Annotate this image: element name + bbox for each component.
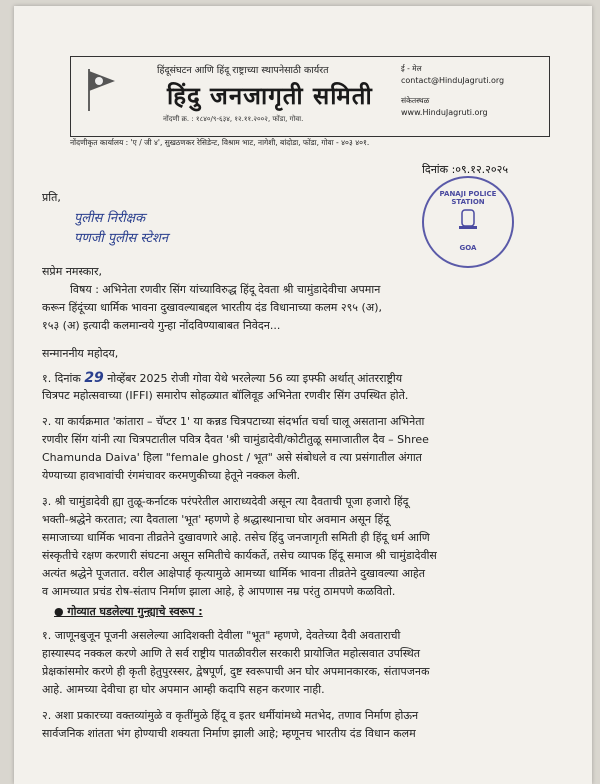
- email-label: ई - मेल: [401, 64, 422, 73]
- salutation: सन्माननीय महोदय,: [42, 347, 119, 360]
- crime1-line-2: हास्यास्पद नक्कल करणे आणि ते सर्व राष्ट्रीय पातळीवरील सरकारी प्रायोजित महोत्सवात उपस्थित: [42, 647, 421, 660]
- police-station-stamp: [422, 176, 514, 268]
- para3-line-6: व आमच्यात प्रचंड रोष-संताप निर्माण झाला आहे, हे आपणास नम्र परंतु ठामपणे कळवितो.: [42, 585, 396, 598]
- stamp-top-text: PANAJI POLICE STATION: [439, 190, 497, 206]
- website-link[interactable]: www.HinduJagruti.org: [401, 108, 488, 117]
- crime2-line-1: २. अशा प्रकारच्या वक्तव्यांमुळे व कृतींमुळे हिंदू व इतर धर्मीयांमध्ये मतभेद, तणाव निर्माण होऊन: [42, 709, 419, 722]
- email-link[interactable]: contact@HinduJagruti.org: [401, 76, 505, 85]
- para1-day: 29: [84, 370, 104, 386]
- section-title: ● गोव्यात घडलेल्या गुन्ह्याचे स्वरूप :: [54, 605, 203, 618]
- recipient-line-2: पणजी पुलीस स्टेशन: [74, 231, 169, 246]
- contact-block: [401, 63, 504, 119]
- saffron-flag-logo-icon: [81, 65, 119, 113]
- org-tagline: हिंदूसंघटन आणि हिंदू राष्ट्राच्या स्थापनेसाठी कार्यरत: [157, 65, 329, 76]
- crime1-line-1: १. जाणूनबुजून पूजनी असलेल्या आदिशक्ती देवीला "भूत" म्हणणे, देवतेच्या दैवी अवताराची: [42, 629, 401, 642]
- letter-page: [14, 6, 592, 784]
- para2-line-4: येण्याच्या हावभावांची रंगमंचावर करमणुकीच्या हेतूने नक्कल केली.: [42, 469, 301, 482]
- para2-line-2: रणवीर सिंग यांनी त्या चित्रपटातील पवित्र दैवत 'श्री चामुंडादेवी/कोटीतुळू समाजातील दैव – Shree: [42, 433, 429, 446]
- emblem-icon: [456, 206, 480, 232]
- letter-date: दिनांक :०९.१२.२०२५: [422, 163, 509, 176]
- subject-line-1: विषय : अभिनेता रणवीर सिंग यांच्याविरुद्ध हिंदू देवता श्री चामुंडादेवीचा अपमान: [70, 283, 381, 296]
- recipient-line-1: पुलीस निरीक्षक: [74, 211, 146, 226]
- para3-line-5: अत्यंत श्रद्धेने पूजतात. वरील आक्षेपार्ह कृत्यामुळे आमच्या धार्मिक भावना तीव्रतेने दुखावल्या आहेत: [42, 567, 426, 580]
- para2-line-1: २. या कार्यक्रमात 'कांतारा – चॅप्टर 1' या कन्नड चित्रपटाच्या संदर्भात चर्चा चालू असताना अभिनेता: [42, 415, 425, 428]
- para2-line-3: Chamunda Daiva' हिला "female ghost / भूत" असे संबोधले व त्या प्रसंगातील अंगात: [42, 451, 422, 464]
- org-registration: नोंदणी क्र. : १८४०/९-६३४, १२.११.२००२, फोंडा, गोवा.: [163, 115, 304, 123]
- para3-line-2: भक्ती-श्रद्धेने करतात; त्या दैवताला 'भूत' म्हणणे हे श्रद्धास्थानाचा घोर अवमान असून हिंदू: [42, 513, 390, 526]
- crime2-line-2: सार्वजनिक शांतता भंग होण्याची शक्यता निर्माण झाली आहे; म्हणूनच भारतीय दंड विधान कलम: [42, 727, 416, 740]
- para1-line-2: चित्रपट महोत्सवाच्या (IFFI) समारोप सोहळ्यात बॉलिवूड अभिनेता रणवीर सिंग उपस्थित होते.: [42, 389, 409, 402]
- subject-line-2: करून हिंदूंच्या धार्मिक भावना दुखावल्याबद्दल भारतीय दंड विधानाच्या कलम २९५ (अ),: [42, 301, 382, 314]
- org-name: हिंदु जनजागृती समिती: [167, 82, 373, 110]
- para1-prefix: १. दिनांक: [42, 372, 81, 385]
- para3-line-1: ३. श्री चामुंडादेवी ह्या तुळू-कर्नाटक परंपरेतील आराध्यदेवी असून त्या दैवताची पूजा हजारो हिंदू: [42, 495, 409, 508]
- crime1-line-4: आहे. आमच्या देवीचा हा घोर अपमान आम्ही कदापि सहन करणार नाही.: [42, 683, 325, 696]
- subject-line-3: १५३ (अ) इत्यादी कलमान्वये गुन्हा नोंदविण्याबाबत निवेदन...: [42, 319, 281, 332]
- website-label: संकेतस्थळ: [401, 96, 430, 105]
- para1-line-1: [42, 370, 402, 386]
- stamp-bottom-text: GOA: [459, 244, 477, 252]
- crime1-line-3: प्रेक्षकांसमोर करणे ही कृती हेतुपुरस्सर, द्वेषपूर्ण, दुष्ट स्वरूपाची अन घोर अपमानकारक, संतापजनक: [42, 665, 430, 678]
- para3-line-3: समाजाच्या धार्मिक भावना तीव्रतेने दुखावणारे आहे. तसेच हिंदु जनजागृती समिती ही हिंदू धर्म आणि: [42, 531, 430, 544]
- para3-line-4: संस्कृतीचे रक्षण करणारी संघटना असून समितीचे कार्यकर्ते, तसेच व्यापक हिंदू समाज श्री चामुंडादेवीस: [42, 549, 437, 562]
- to-label: प्रति,: [42, 191, 61, 204]
- letterhead: [70, 56, 550, 137]
- para1-rest: नोव्हेंबर 2025 रोजी गोवा येथे भरलेल्या 56 व्या इफ्फी अर्थात् आंतरराष्ट्रीय: [107, 372, 403, 385]
- office-address: नोंदणीकृत कार्यालय : 'ए / जी ४', सुखठणकर रेसिडेन्ट, विश्राम भाट, नागेशी, बांदोडा, फोंडा, गोवा - ४०३ ४०१.: [70, 138, 370, 147]
- greeting: सप्रेम नमस्कार,: [42, 265, 103, 278]
